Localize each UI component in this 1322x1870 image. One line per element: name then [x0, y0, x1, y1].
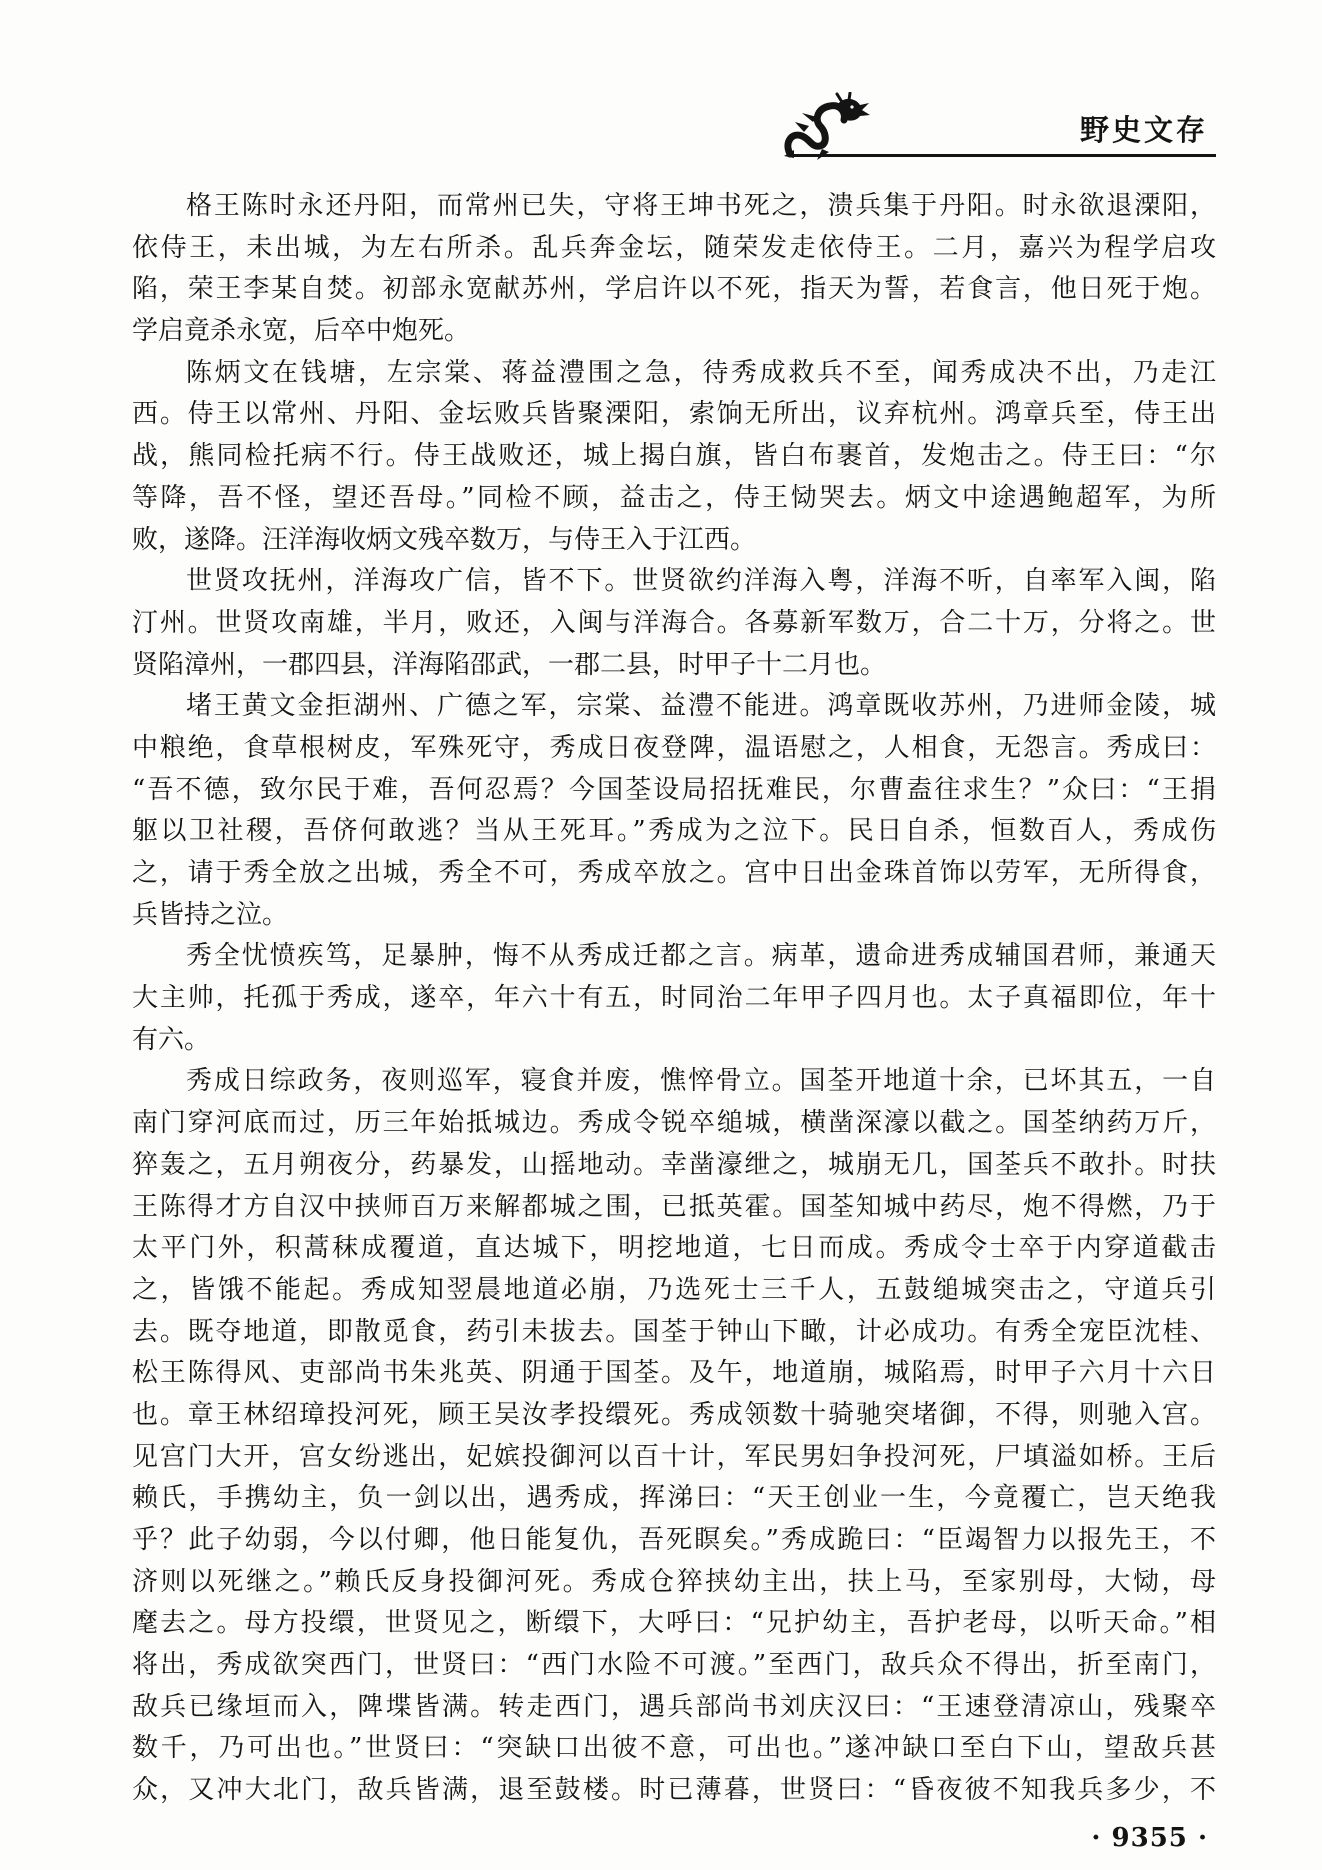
text-line: 去。既夺地道，即散觅食，药引未拔去。国荃于钟山下瞰，计必成功。有秀全宠臣沈桂、: [132, 1316, 1216, 1347]
text-line: 汀州。世贤攻南雄，半月，败还，入闽与洋海合。各募新军数万，合二十万，分将之。世: [132, 607, 1216, 638]
running-title: 野史文存: [1079, 113, 1208, 147]
text-line: 学启竟杀永宽，后卒中炮死。: [132, 316, 471, 347]
text-line: 秀成日综政务，夜则巡军，寝食并废，憔悴骨立。国荃开地道十余，已坏其五，一自: [186, 1066, 1216, 1097]
paragraph: [132, 686, 1216, 936]
text-line: 有六。: [132, 1024, 211, 1055]
text-line: 赖氏，手携幼主，负一剑以出，遇秀成，挥涕曰：“天王创业一生，今竟覆亡，岂天绝我: [132, 1483, 1216, 1514]
text-line: 敌兵已缘垣而入，陴堞皆满。转走西门，遇兵部尚书刘庆汉曰：“王速登清凉山，残聚卒: [132, 1691, 1216, 1722]
text-line: 众，又冲大北门，敌兵皆满，退至鼓楼。时已薄暮，世贤曰：“昏夜彼不知我兵多少，不: [132, 1775, 1216, 1806]
text-line: 中粮绝，食草根树皮，军殊死守，秀成日夜登陴，温语慰之，人相食，无怨言。秀成曰：: [132, 732, 1216, 763]
dragon-icon-graphic: [782, 92, 872, 162]
text-line: 战，熊同检托病不行。侍王战败还，城上揭白旗，皆白布裹首，发炮击之。侍王曰：“尔: [132, 441, 1216, 472]
text-line: 王陈得才方自汉中挟师百万来解都城之围，已抵英霍。国荃知城中药尽，炮不得燃，乃于: [132, 1191, 1216, 1222]
text-line: 太平门外，积蒿秣成覆道，直达城下，明挖地道，七日而成。秀成令士卒于内穿道截击: [132, 1233, 1216, 1264]
text-line: 世贤攻抚州，洋海攻广信，皆不下。世贤欲约洋海入粤，洋海不听，自率军入闽，陷: [186, 566, 1216, 597]
body-text: [132, 186, 1216, 1812]
text-line: 西。侍王以常州、丹阳、金坛败兵皆聚溧阳，索饷无所出，议弃杭州。鸿章兵至，侍王出: [132, 399, 1216, 430]
paragraph: [132, 936, 1216, 1061]
text-line: 躯以卫社稷，吾侪何敢逃？当从王死耳。”秀成为之泣下。民日自杀，恒数百人，秀成伤: [132, 816, 1216, 847]
text-line: 依侍王，未出城，为左右所杀。乱兵奔金坛，随荣发走依侍王。二月，嘉兴为程学启攻: [132, 232, 1216, 263]
text-line: 松王陈得风、吏部尚书朱兆英、阴通于国荃。及午，地道崩，城陷焉，时甲子六月十六日: [132, 1358, 1216, 1389]
text-line: 陷，荣王李某自焚。初部永宽献苏州，学启许以不死，指天为誓，若食言，他日死于炮。: [132, 274, 1216, 305]
dragon-icon: [782, 92, 872, 162]
header-rule: [792, 154, 1216, 157]
text-line: 大主帅，托孤于秀成，遂卒，年六十有五，时同治二年甲子四月也。太子真福即位，年十: [132, 983, 1216, 1014]
text-line: 济则以死继之。”赖氏反身投御河死。秀成仓猝挟幼主出，扶上马，至家别母，大恸，母: [132, 1566, 1216, 1597]
text-line: 数千，乃可出也。”世贤曰：“突缺口出彼不意，可出也。”遂冲缺口至白下山，望敌兵甚: [132, 1733, 1216, 1764]
paragraph: [132, 186, 1216, 353]
text-line: 等降，吾不怪，望还吾母。”同检不顾，益击之，侍王恸哭去。炳文中途遇鲍超军，为所: [132, 482, 1216, 513]
text-line: 格王陈时永还丹阳，而常州已失，守将王坤书死之，溃兵集于丹阳。时永欲退溧阳，: [186, 191, 1216, 221]
text-line: 也。章王林绍璋投河死，顾王吴汝孝投缳死。秀成领数十骑驰突堵御，不得，则驰入宫。: [132, 1399, 1216, 1430]
text-line: 贤陷漳州，一郡四县，洋海陷邵武，一郡二县，时甲子十二月也。: [132, 649, 887, 680]
text-line: 堵王黄文金拒湖州、广德之军，宗棠、益澧不能进。鸿章既收苏州，乃进师金陵，城: [186, 691, 1216, 722]
text-line: 麾去之。母方投缳，世贤见之，断缳下，大呼曰：“兄护幼主，吾护老母，以听天命。”相: [132, 1608, 1216, 1639]
text-line: 败，遂降。汪洋海收炳文残卒数万，与侍王入于江西。: [132, 524, 757, 555]
text-line: 见宫门大开，宫女纷逃出，妃嫔投御河以百十计，军民男妇争投河死，尸填溢如桥。王后: [132, 1441, 1216, 1472]
paragraph: [132, 561, 1216, 686]
text-line: 秀全忧愤疾笃，足暴肿，悔不从秀成迁都之言。病革，遗命进秀成辅国君师，兼通天: [186, 941, 1216, 972]
paragraph: [132, 353, 1216, 561]
page-number: · 9355 ·: [1091, 1823, 1208, 1853]
paragraph: [132, 1061, 1216, 1811]
text-line: 猝轰之，五月朔夜分，药暴发，山摇地动。幸凿濠绁之，城崩无几，国荃兵不敢扑。时扶: [132, 1149, 1216, 1180]
text-line: 兵皆持之泣。: [132, 899, 289, 930]
text-line: 南门穿河底而过，历三年始抵城边。秀成令锐卒缒城，横凿深濠以截之。国荃纳药万斤，: [132, 1108, 1216, 1139]
text-line: “吾不德，致尔民于难，吾何忍焉？今国荃设局招抚难民，尔曹盍往求生？”众曰：“王捐: [132, 774, 1216, 805]
text-line: 陈炳文在钱塘，左宗棠、蒋益澧围之急，待秀成救兵不至，闻秀成决不出，乃走江: [186, 357, 1216, 388]
text-line: 乎？此子幼弱，今以付卿，他日能复仇，吾死瞑矣。”秀成跪曰：“臣竭智力以报先王，不: [132, 1525, 1216, 1555]
text-line: 之，请于秀全放之出城，秀全不可，秀成卒放之。宫中日出金珠首饰以劳军，无所得食，: [132, 858, 1216, 888]
text-line: 将出，秀成欲突西门，世贤曰：“西门水险不可渡。”至西门，敌兵众不得出，折至南门，: [132, 1650, 1216, 1681]
text-line: 之，皆饿不能起。秀成知翌晨地道必崩，乃选死士三千人，五鼓缒城突击之，守道兵引: [132, 1274, 1216, 1305]
